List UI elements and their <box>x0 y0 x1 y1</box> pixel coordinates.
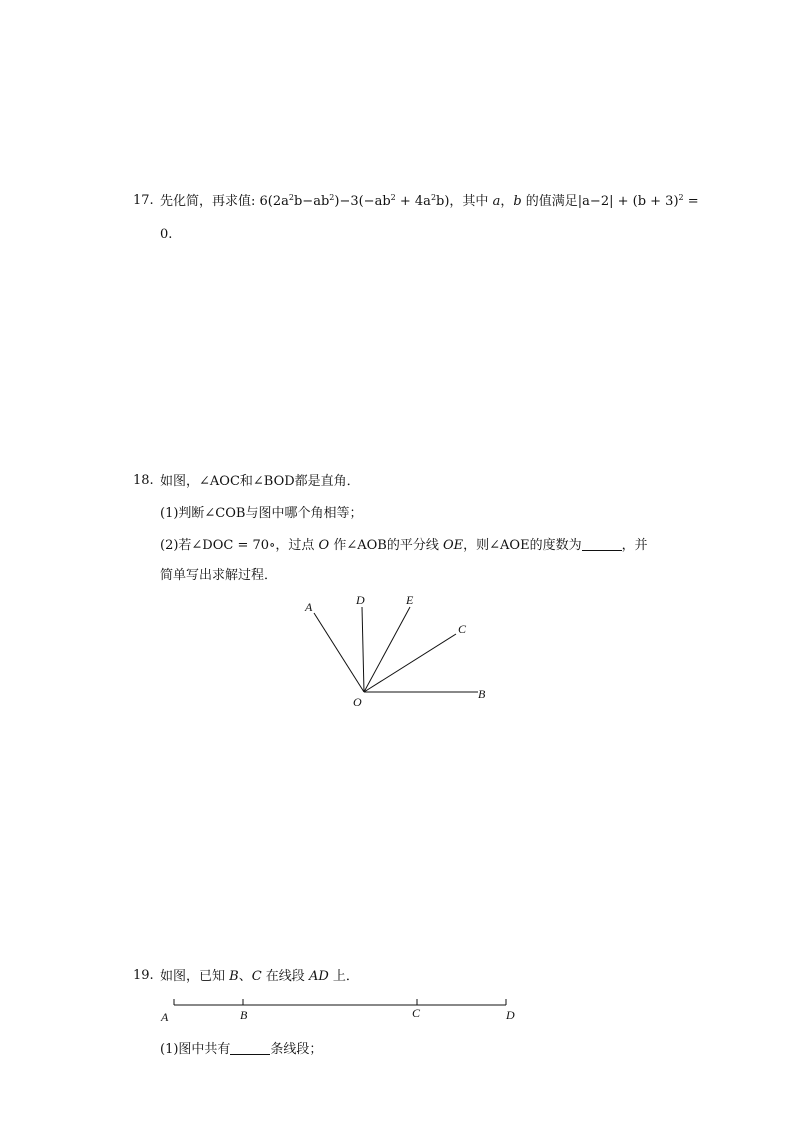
q19-part1 <box>160 1041 322 1059</box>
label-o: O <box>353 695 362 709</box>
q17-var-b: b <box>513 194 522 209</box>
q19-stem-a: 如图，已知 <box>160 969 230 984</box>
q17-sup3: 2 <box>390 193 396 202</box>
ray-oa <box>314 613 364 692</box>
label-b: B <box>478 687 486 701</box>
q19-answer-blank[interactable] <box>230 1042 270 1055</box>
label-d: D <box>356 593 365 607</box>
seg-label-c: C <box>412 1006 421 1020</box>
q18-part2-d: ，并 <box>621 538 648 553</box>
q19-stem-g: 上． <box>328 969 359 984</box>
ray-od <box>362 607 364 692</box>
label-a: A <box>305 600 313 614</box>
q17-line2: 0. <box>160 227 173 242</box>
q17-expr-d: + 4a <box>395 194 431 209</box>
q18-part2-b: 作∠AOB的平分线 <box>329 538 443 553</box>
q17-text <box>160 193 699 211</box>
q19-stem-f: AD <box>308 969 329 984</box>
q17-intro: 先化简，再求值: <box>160 194 260 209</box>
q19-stem-c: 、 <box>238 969 252 984</box>
q19-stem-e: 在线段 <box>261 969 309 984</box>
q18-stem: 如图，∠AOC和∠BOD都是直角． <box>160 474 360 489</box>
q17-expr-c: )−3(−ab <box>334 194 391 209</box>
ray-oc <box>364 634 456 692</box>
q18-part2-o: O <box>318 538 330 553</box>
q17-eq: = <box>683 194 699 209</box>
q17-sup4: 2 <box>430 193 437 202</box>
q17-sup5: 2 <box>678 193 684 202</box>
q19-stem-d: C <box>251 969 262 984</box>
label-c: C <box>458 622 467 636</box>
q19-stem <box>160 968 359 986</box>
q18-part2-line2: 简单写出求解过程． <box>160 568 278 583</box>
ray-oe <box>364 607 410 692</box>
q17-number: 17. <box>133 193 154 208</box>
q18-answer-blank[interactable] <box>582 538 622 551</box>
q19-part1-a: (1)图中共有 <box>160 1042 231 1057</box>
q17-var-a: a <box>492 194 501 209</box>
q18-part2 <box>160 537 648 555</box>
q19-number: 19. <box>133 968 154 983</box>
q18-part2-a: (2)若∠DOC = 70∘，过点 <box>160 538 319 553</box>
q18-number: 18. <box>133 473 154 488</box>
q18-part2-oe: OE <box>442 538 464 553</box>
q17-sup1: 2 <box>288 193 294 202</box>
q19-part1-b: 条线段； <box>270 1042 323 1057</box>
seg-label-b: B <box>240 1008 248 1022</box>
label-e: E <box>406 593 414 607</box>
q18-part2-c: ，则∠AOE的度数为 <box>463 538 582 553</box>
q17-cond: 的值满足|a−2| + (b + 3) <box>521 194 679 209</box>
seg-label-a: A <box>161 1010 169 1024</box>
q17-sup2: 2 <box>329 193 335 202</box>
q19-stem-b: B <box>229 969 239 984</box>
q17-expr-b: b−ab <box>293 194 330 209</box>
q17-expr-e: b)，其中 <box>436 194 493 209</box>
q17-expr-a: 6(2a <box>259 194 289 209</box>
q17-sep: ， <box>500 194 514 209</box>
q18-part1: (1)判断∠COB与图中哪个角相等； <box>160 506 363 521</box>
seg-label-d: D <box>506 1008 515 1022</box>
